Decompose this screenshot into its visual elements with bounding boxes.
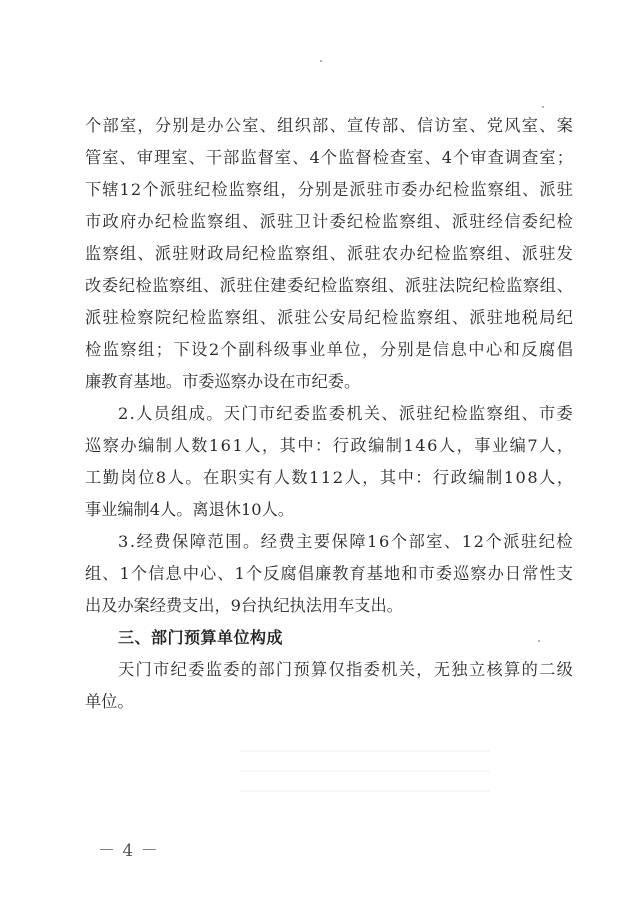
text-line xyxy=(85,270,573,302)
line-text: 下 辖 1 2 个 派 驻 纪 检 监 察 组 ， 分 别 是 派 驻 市 委 办 纪 检 监 察 组 、 派 驻 xyxy=(85,180,573,199)
line-text: 组 、 1 个 信 息 中 心 、 1 个 反 腐 倡 廉 教 育 基 地 和 市 委 巡 察 办 日 常 性 支 xyxy=(85,564,573,583)
line-text: 市 政 府 办 纪 检 监 察 组 、 派 驻 卫 计 委 纪 检 监 察 组 、 派 驻 经 信 委 纪 检 xyxy=(85,212,573,231)
text-line xyxy=(85,334,573,366)
text-line: 廉教育基地。市委巡察办设在市纪委。 xyxy=(85,372,361,391)
page-number: － 4 － xyxy=(98,841,159,861)
document-body xyxy=(85,110,573,718)
text-line xyxy=(85,174,573,206)
text-line xyxy=(85,110,573,142)
text-line xyxy=(85,526,573,558)
line-text: 天 门 市 纪 委 监 委 的 部 门 预 算 仅 指 委 机 关 ， 无 独 立 核 算 的 二 级 xyxy=(118,660,573,679)
section-heading: 三、部门预算单位构成 xyxy=(118,628,284,647)
scan-bleed-through xyxy=(240,732,490,792)
line-text: 工 勤 岗 位 8 人 。 在 职 实 有 人 数 1 1 2 人 ， 其 中 ： 行 政 编 制 1 0 8 人 ， xyxy=(85,468,573,487)
text-line xyxy=(85,206,573,238)
text-line: 出及办案经费支出，9台执纪执法用车支出。 xyxy=(85,596,403,615)
text-line xyxy=(85,302,573,334)
line-text: 3 . 经 费 保 障 范 围 。 经 费 主 要 保 障 1 6 个 部 室 、 1 2 个 派 驻 纪 检 xyxy=(118,532,573,551)
text-line xyxy=(85,462,573,494)
text-line xyxy=(85,558,573,590)
text-line xyxy=(85,238,573,270)
line-text: 改 委 纪 检 监 察 组 、 派 驻 住 建 委 纪 检 监 察 组 、 派 驻 法 院 纪 检 监 察 组 、 xyxy=(85,276,573,295)
line-text: 2 . 人 员 组 成 。 天 门 市 纪 委 监 委 机 关 、 派 驻 纪 检 监 察 组 、 市 委 xyxy=(118,404,573,423)
line-text: 个 部 室 ， 分 别 是 办 公 室 、 组 织 部 、 宣 传 部 、 信 访 室 、 党 风 室 、 案 xyxy=(85,116,573,135)
scan-speck xyxy=(320,60,322,62)
text-line xyxy=(85,430,573,462)
line-text: 派 驻 检 察 院 纪 检 监 察 组 、 派 驻 公 安 局 纪 检 监 察 组 、 派 驻 地 税 局 纪 xyxy=(85,308,573,327)
line-text: 管 室 、 审 理 室 、 干 部 监 督 室 、 4 个 监 督 检 查 室 、 4 个 审 查 调 查 室 ； xyxy=(85,148,573,167)
scan-speck xyxy=(538,640,540,642)
line-text: 巡 察 办 编 制 人 数 1 6 1 人 ， 其 中 ： 行 政 编 制 1 4 6 人 ， 事 业 编 7 人 ， xyxy=(85,436,573,455)
text-line xyxy=(85,142,573,174)
text-line: 事业编制4人。离退休10人。 xyxy=(85,500,294,519)
text-line xyxy=(85,398,573,430)
line-text: 监 察 组 、 派 驻 财 政 局 纪 检 监 察 组 、 派 驻 农 办 纪 检 监 察 组 、 派 驻 发 xyxy=(85,244,573,263)
scan-speck xyxy=(542,106,544,108)
text-line xyxy=(85,654,573,686)
line-text: 检 监 察 组 ； 下 设 2 个 副 科 级 事 业 单 位 ， 分 别 是 信 息 中 心 和 反 腐 倡 xyxy=(85,340,573,359)
text-line: 单位。 xyxy=(85,692,134,711)
